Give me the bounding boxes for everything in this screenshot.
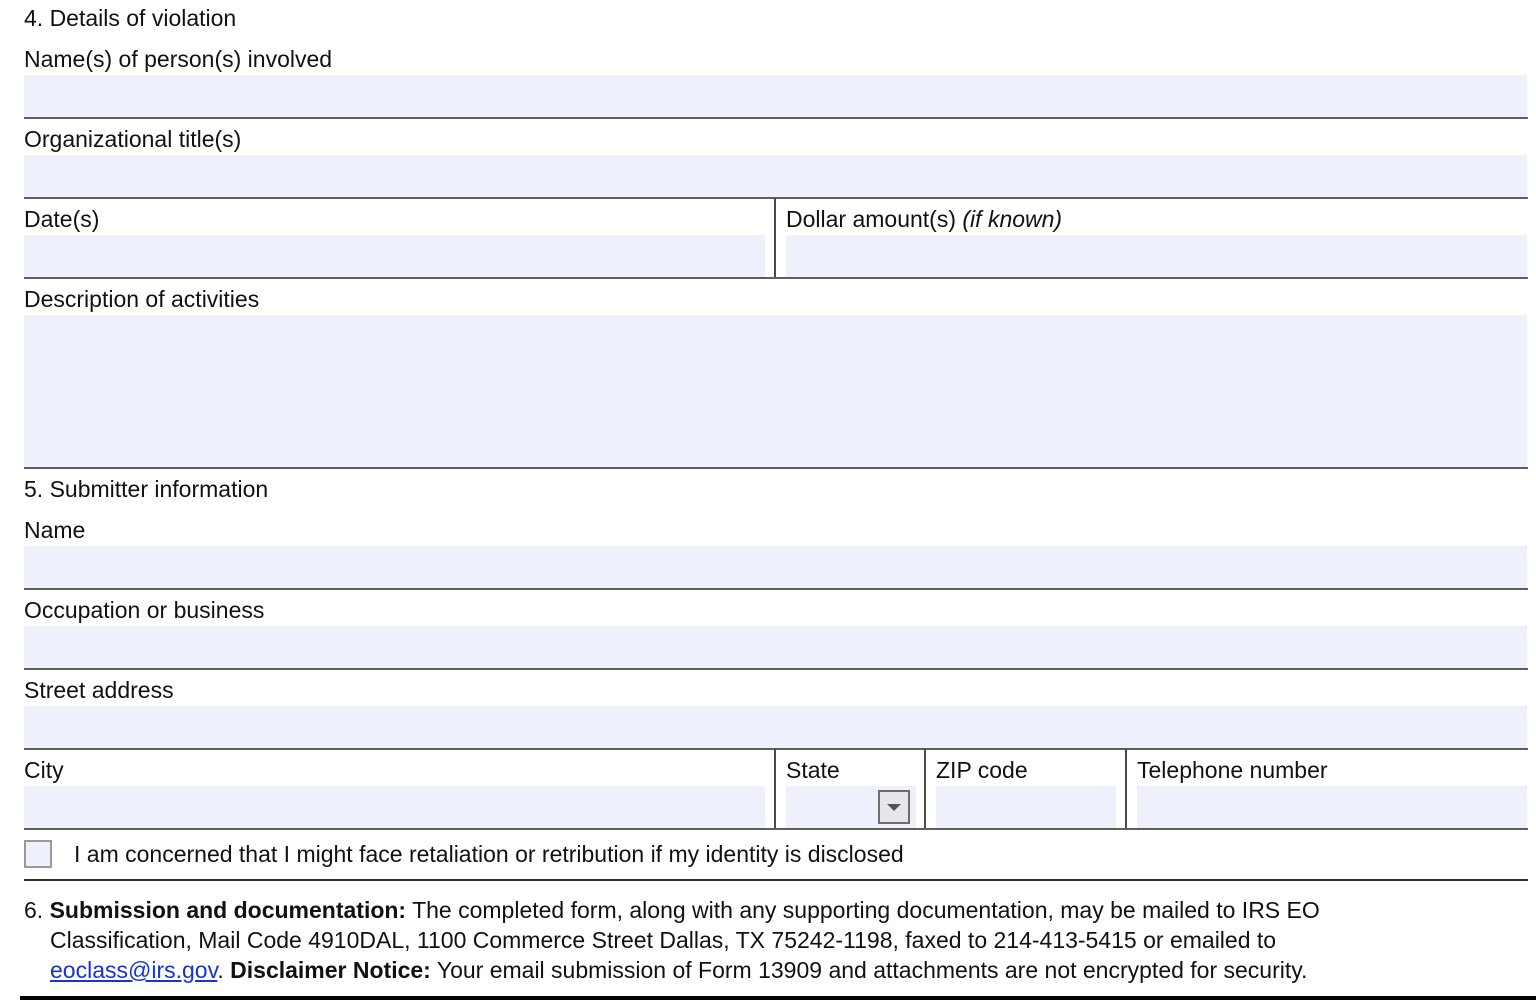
divider-vertical — [1125, 749, 1127, 829]
email-link[interactable]: eoclass@irs.gov — [50, 957, 218, 983]
street-address-label: Street address — [24, 677, 174, 703]
divider — [24, 879, 1528, 881]
city-label: City — [24, 757, 64, 783]
section-6-line-1 — [24, 895, 1320, 925]
submitter-name-label: Name — [24, 517, 86, 543]
state-label: State — [786, 757, 840, 783]
punctuation: . — [217, 957, 231, 983]
phone-label: Telephone number — [1137, 757, 1328, 783]
divider — [24, 828, 1528, 830]
state-dropdown-button[interactable] — [878, 790, 910, 824]
dollar-amount-input[interactable] — [786, 235, 1527, 277]
disclaimer-heading: Disclaimer Notice: — [230, 957, 431, 983]
divider — [24, 197, 1528, 199]
disclaimer-text: Your email submission of Form 13909 and attachments are not encrypted for security. — [430, 957, 1308, 983]
divider-vertical — [924, 749, 926, 829]
dates-label: Date(s) — [24, 206, 100, 232]
dollar-label — [786, 206, 1062, 232]
dollar-label-text: Dollar amount(s) — [786, 206, 956, 232]
divider — [24, 588, 1528, 590]
section-6-line-2: Classification, Mail Code 4910DAL, 1100 Commerce Street Dallas, TX 75242-1198, faxed to 214-413-5415 or emailed to — [50, 927, 1277, 953]
retaliation-checkbox[interactable] — [24, 840, 52, 868]
divider — [24, 277, 1528, 279]
section-6-line-3 — [50, 955, 1307, 985]
divider-vertical — [774, 749, 776, 829]
divider-vertical — [774, 198, 776, 278]
names-label: Name(s) of person(s) involved — [24, 46, 333, 72]
divider — [24, 748, 1528, 750]
phone-input[interactable] — [1137, 786, 1527, 828]
chevron-down-icon — [887, 804, 901, 811]
bottom-rule — [20, 996, 1536, 1000]
street-address-input[interactable] — [24, 706, 1527, 748]
occupation-input[interactable] — [24, 626, 1527, 668]
titles-input[interactable] — [24, 155, 1527, 197]
section-6-number: 6. — [24, 897, 44, 923]
retaliation-checkbox-label: I am concerned that I might face retaliation or retribution if my identity is disclosed — [74, 841, 904, 867]
description-textarea[interactable] — [24, 315, 1527, 467]
names-input[interactable] — [24, 75, 1527, 117]
section-6-text-1: The completed form, along with any supporting documentation, may be mailed to IRS EO — [406, 897, 1320, 923]
divider — [24, 117, 1528, 119]
occupation-label: Occupation or business — [24, 597, 265, 623]
zip-label: ZIP code — [936, 757, 1028, 783]
zip-input[interactable] — [936, 786, 1116, 828]
state-select[interactable] — [786, 786, 916, 828]
submitter-name-input[interactable] — [24, 546, 1527, 588]
dollar-label-note: (if known) — [962, 206, 1063, 232]
divider — [24, 467, 1528, 469]
section-6-heading: Submission and documentation: — [49, 897, 407, 923]
dates-input[interactable] — [24, 235, 765, 277]
section-5-heading: 5. Submitter information — [24, 476, 269, 502]
section-4-heading: 4. Details of violation — [24, 5, 237, 31]
divider — [24, 668, 1528, 670]
city-input[interactable] — [24, 786, 765, 828]
description-label: Description of activities — [24, 286, 260, 312]
titles-label: Organizational title(s) — [24, 126, 242, 152]
